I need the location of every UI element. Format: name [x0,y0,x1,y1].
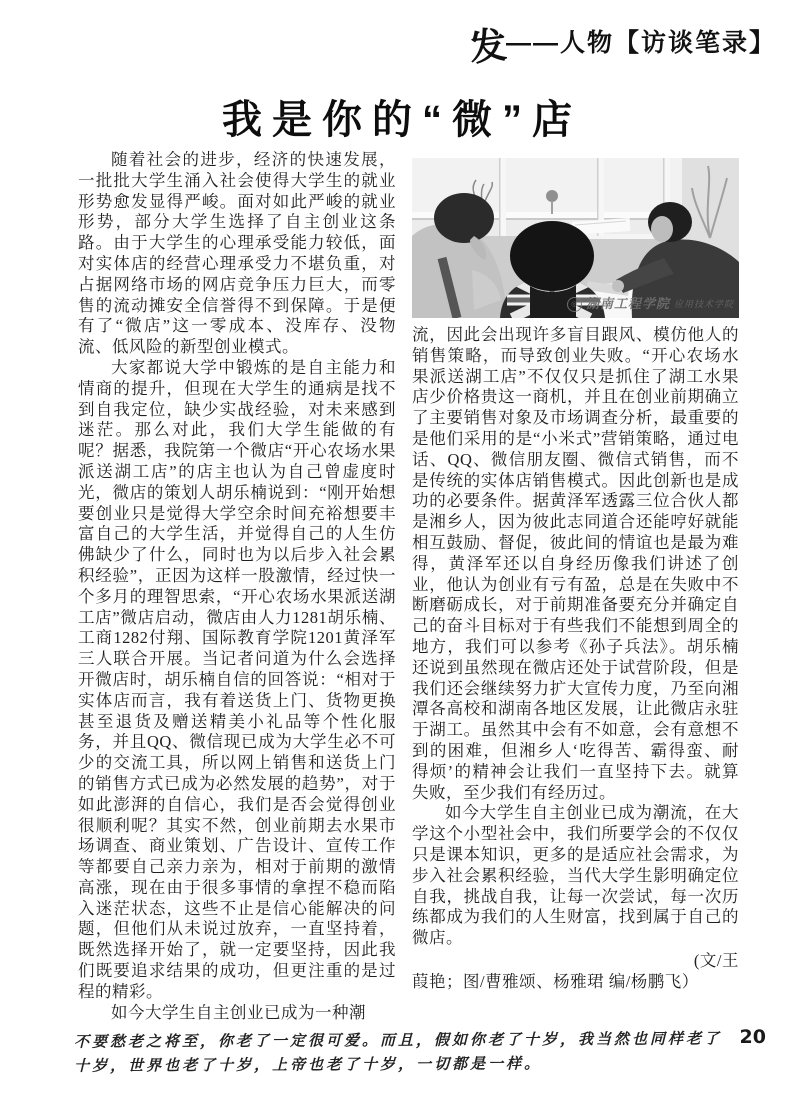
article-photo [412,158,739,318]
paragraph-conclusion: 如今大学生自主创业已成为潮流，在大学这个小型社会中，我们所要学会的不仅仅只是课本知识，更多的是适应社会需求，为步入社会累积经验，当代大学生影明确定位自我，挑战自我，让每一次尝试，每一次历练都成为我们的人生财富，找到属于自己的微店。 [412,803,739,948]
byline-line2: 葭艳；图/曹雅颂、杨雅珺 编/杨鹏飞） [412,971,699,991]
paragraph-intro: 随着社会的进步，经济的快速发展，一批批大学生涌入社会使得大学生的就业形势愈发显得严峻。面对如此严峻的就业形势，部分大学生选择了自主创业这条路。由于大学生的心理承受能力较低，面对实体店的经营心理承受力不堪负重，对占据网络市场的网店竞争压力巨大，而零售的流动摊安全信誉得不到保障。于是便有了“微店”这一零成本、没库存、没物流、低风险的新型创业模式。 [78,150,396,357]
paragraph-interview: 大家都说大学中锻炼的是自主能力和情商的提升，但现在大学生的通病是找不到自我定位，缺少实战经验，对未来感到迷茫。那么对此，我们大学生能做的有呢？据悉，我院第一个微店“开心农场水果派送湖工店”的店主也认为自己曾虚度时光，微店的策划人胡乐楠说到：“刚开始想要创业只是觉得大学空余时间充裕想要丰富自己的大学生活，并觉得自己的人生仿佛缺少了什么，同时也为以后步入社会累积经验”，正因为这样一股激情，经过快一个多月的理智思索，“开心农场水果派送湖工店”微店启动，微店由人力1281胡乐楠、工商1282付翔、国际教育学院1201黄泽军三人联合开展。当记者问道为什么会选择开微店时，胡乐楠自信的回答说：“相对于实体店而言，我有着送货上门、货物更换甚至退货及赠送精美小礼品等个性化服务，并且QQ、微信现已成为大学生必不可少的交流工具，所以网上销售和送货上门的销售方式已成为必然发展的趋势”，对于如此澎湃的自信心，我们是否会觉得创业很顺利呢？其实不然，创业前期去水果市场调查、商业策划、广告设计、宣传工作等都要自己亲力亲为，相对于前期的激情高涨，现在由于很多事情的拿捏不稳而陷入迷茫状态，这些不止是信心能解决的问题，但他们从未说过放弃，一直坚持着，既然选择开始了，就一定要坚持，因此我们既要追求结果的成功，但更注重的是过程的精彩。 [78,357,396,1001]
article-title: 我是你的“微”店 [222,98,582,142]
paragraph-trend-start: 如今大学生自主创业已成为一种潮 [111,1002,366,1022]
page-number: 20 [739,1026,766,1048]
section-header [469,14,776,68]
byline-line1: (文/王 [693,950,739,970]
section-header-calligraphy: 发 [467,24,509,69]
section-header-label: ——人物【访谈笔录】 [505,29,776,57]
paragraph-trend-continued: 流，因此会出现许多盲目跟风、模仿他人的销售策略，而导致创业失败。“开心农场水果派送湖工店”不仅仅只是抓住了湖工水果店少价格贵这一商机，并且在创业前期确立了主要销售对象及市场调查分析，最重要的是他们采用的是“小米式”营销策略，通过电话、QQ、微信朋友圈、微信式销售，而不是传统的实体店销售模式。因此创新也是成功的必要条件。据黄泽军透露三位合伙人都是湘乡人，因为彼此志同道合还能哼好就能相互鼓励、督促，彼此间的情谊也是最为难得，黄泽军还以自身经历像我们讲述了创业，他认为创业有亏有盈，总是在失败中不断磨砺成长，对于前期准备要充分并确定自己的奋斗目标对于有些我们不能想到周全的地方，我们可以参考《孙子兵法》。胡乐楠还说到虽然现在微店还处于试营阶段，但是我们还会继续努力扩大宣传力度，乃至向湘潭各高校和湖南各地区发展，让此微店永驻于湖工。虽然其中会有不如意，会有意想不到的困难，但湘乡人‘吃得苦、霸得蛮、耐得烦’的精神会让我们一直坚持下去。就算失败，至少我们有经历过。 [412,325,739,802]
footer-quote-line2: 十岁，世界也老了十岁，上帝也老了十岁，一切都是一样。 [74,1054,543,1075]
left-column [78,150,396,1023]
footer-quote-line1: 不要愁老之将至，你老了一定很可爱。而且，假如你老了十岁，我当然也同样老了 [73,1029,722,1051]
photo-watermark [567,294,734,315]
right-column [412,158,739,993]
watermark-main: 湖南工程学院 [585,296,670,312]
footer-quote [74,1026,738,1077]
watermark-sub: 应用技术学院 [673,299,734,310]
school-seal-icon: ◎ [567,297,582,312]
byline [412,951,739,993]
